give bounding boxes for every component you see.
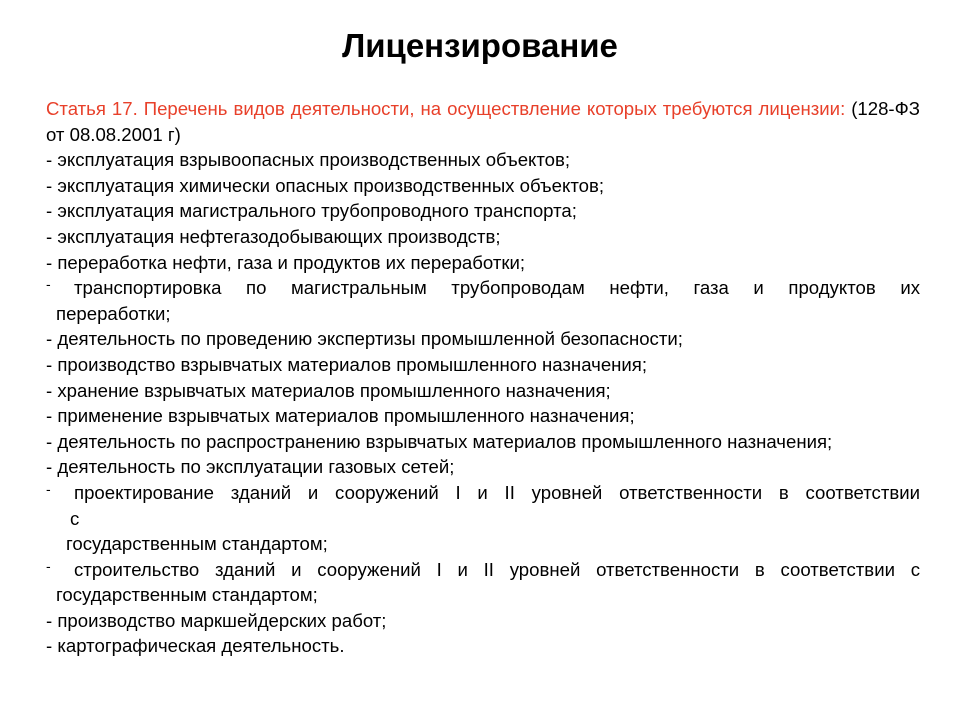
list-item: - производство взрывчатых материалов промышленного назначения; <box>46 353 648 375</box>
list-item-transport <box>46 275 920 326</box>
list-item-construction <box>46 557 920 608</box>
list-item: - деятельность по эксплуатации газовых сетей; <box>46 456 455 478</box>
bullet-dash-icon: - <box>46 480 51 497</box>
slide-title: Лицензирование <box>342 27 618 64</box>
list-item-text: транспортировка по магистральным трубопроводам нефти, газа и продуктов их <box>74 277 920 299</box>
list-item-continuation: государственным стандартом; <box>56 584 318 606</box>
bullet-dash-icon: - <box>46 557 51 574</box>
list-item-continuation: государственным стандартом; <box>66 533 328 555</box>
lead-law-reference: (128-ФЗ от 08.08.2001 г) <box>46 98 920 145</box>
list-item: - эксплуатация магистрального трубопроводного транспорта; <box>46 200 577 222</box>
list-item: - деятельность по проведению экспертизы промышленной безопасности; <box>46 328 683 350</box>
bullet-dash-icon: - <box>46 276 51 293</box>
lead-paragraph <box>46 96 920 147</box>
list-item-text: строительство зданий и сооружений I и II уровней ответственности в соответствии с <box>74 558 920 580</box>
slide-body <box>46 96 920 659</box>
list-item: - эксплуатация химически опасных производственных объектов; <box>46 174 605 196</box>
list-item-continuation: с <box>70 507 80 529</box>
lead-article-heading: Статья 17. Перечень видов деятельности, на осуществление которых требуются лицензии: <box>46 98 846 119</box>
list-item: - переработка нефти, газа и продуктов их переработки; <box>46 251 526 273</box>
list-item-text: проектирование зданий и сооружений I и II уровней ответственности в соответствии <box>74 481 920 503</box>
list-item: - эксплуатация нефтегазодобывающих производств; <box>46 225 501 247</box>
list-item: - картографическая деятельность. <box>46 635 345 657</box>
list-item: - производство маркшейдерских работ; <box>46 609 387 631</box>
list-item: - деятельность по распространению взрывчатых материалов промышленного назначения; <box>46 430 833 452</box>
list-item-continuation: переработки; <box>56 302 171 324</box>
list-item: - эксплуатация взрывоопасных производственных объектов; <box>46 149 571 171</box>
list-item: - применение взрывчатых материалов промышленного назначения; <box>46 405 635 427</box>
list-item-design <box>46 480 920 557</box>
list-item: - хранение взрывчатых материалов промышленного назначения; <box>46 379 611 401</box>
